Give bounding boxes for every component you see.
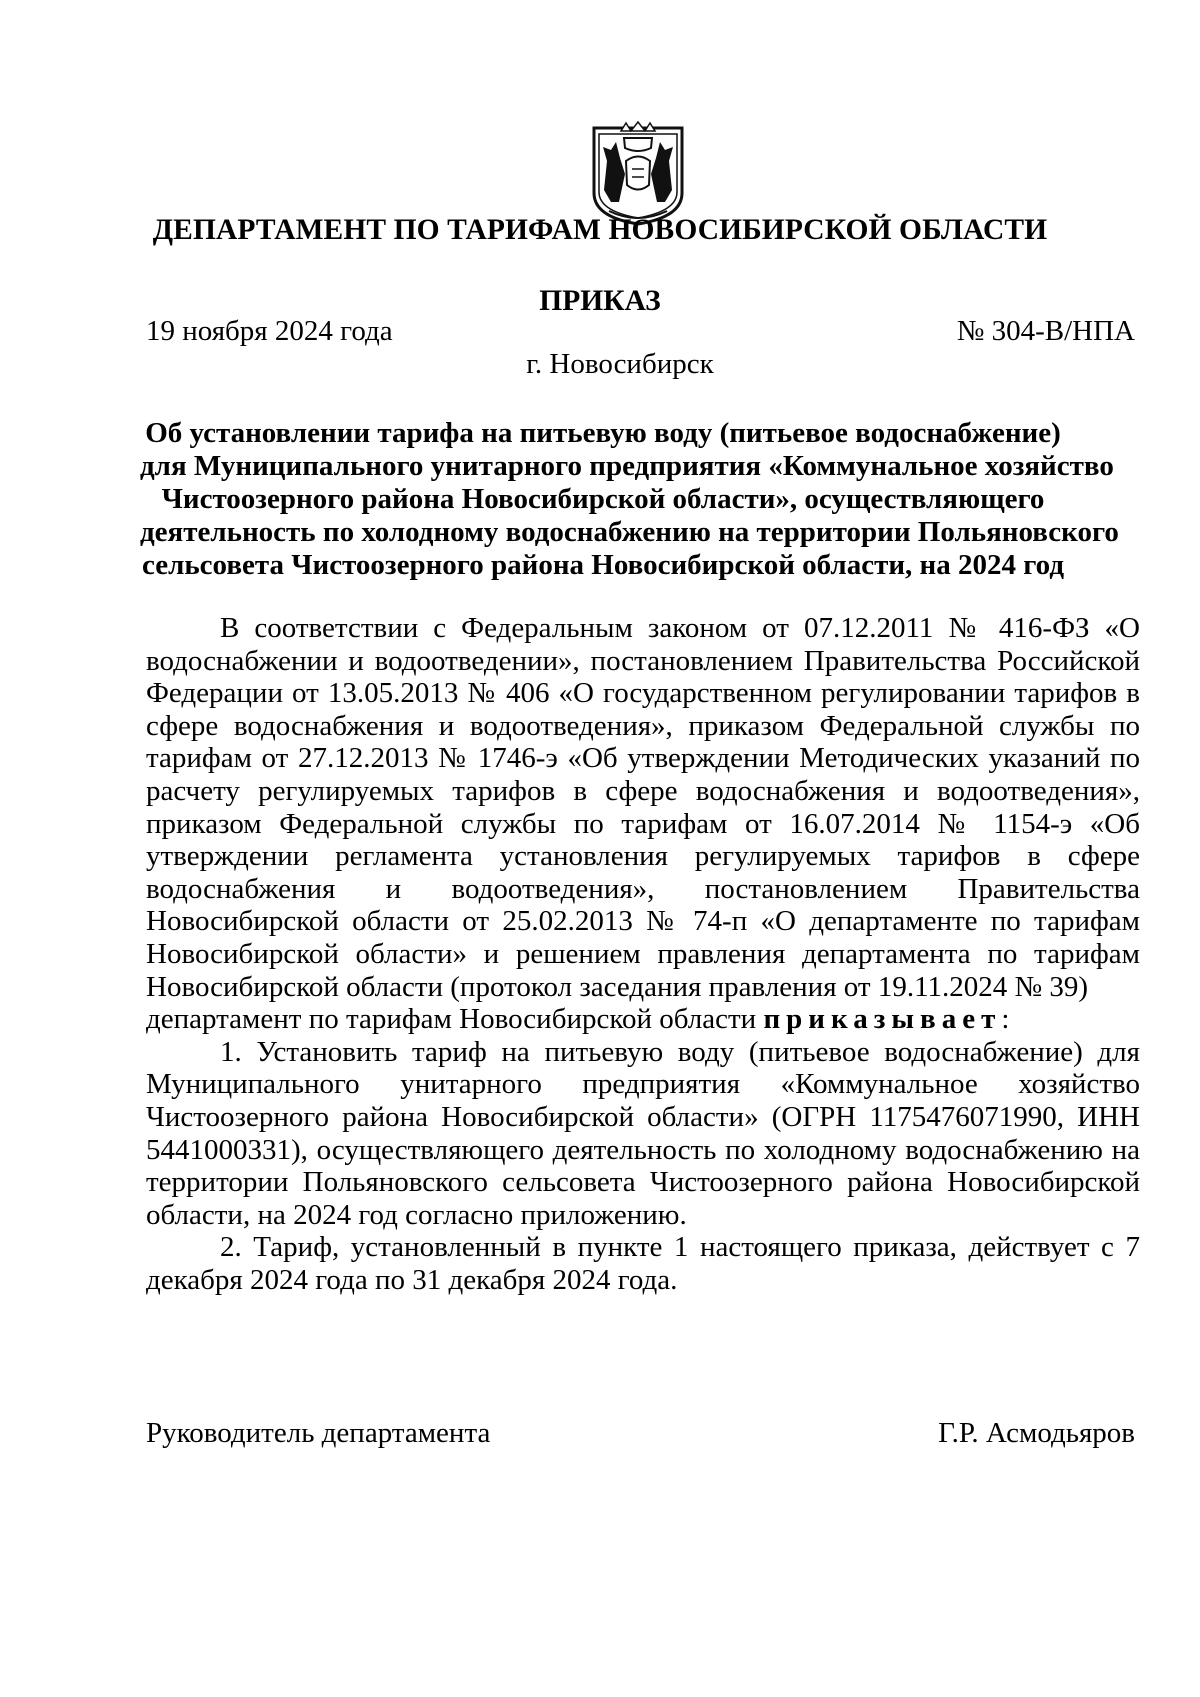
signature-name: Г.Р. Асмодьяров <box>938 1417 1135 1449</box>
document-kind: ПРИКАЗ <box>539 285 661 317</box>
title-line: деятельность по холодному водоснабжению на территории Польяновского <box>140 516 1119 548</box>
document-title <box>140 417 1119 582</box>
order-item-1: 1. Установить тариф на питьевую воду (питьевое водоснабжение) для Муниципального унитарного предприятия «Коммунальное хозяйство Чистоозерного района Новосибирской области» (ОГРН 1175476071990, ИНН 5441000331), осуществляющего деятельность по холодному водоснабжению на территории Польяновского сельсовета Чистоозерного района Новосибирской области, на 2024 год согласно приложению. <box>146 1035 1140 1231</box>
order-item-2: 2. Тариф, установленный в пункте 1 настоящего приказа, действует с 7 декабря 2024 года по 31 декабря 2024 года. <box>146 1231 1140 1296</box>
coat-of-arms-icon <box>591 114 685 226</box>
order-verb: приказывает <box>763 1003 1002 1036</box>
order-intro: департамент по тарифам Новосибирской области <box>146 1003 757 1036</box>
order-paragraph <box>146 1003 1140 1036</box>
document-date: 19 ноября 2024 года <box>146 315 393 347</box>
document-body <box>146 612 1140 1296</box>
document-city: г. Новосибирск <box>526 348 714 380</box>
signature-position: Руководитель департамента <box>146 1417 491 1449</box>
title-line: Об установлении тарифа на питьевую воду (питьевое водоснабжение) <box>145 417 1061 449</box>
preamble-paragraph: В соответствии с Федеральным законом от 07.12.2011 № 416-ФЗ «О водоснабжении и водоотведении», постановлением Правительства Российской Федерации от 13.05.2013 № 406 «О государственном регулировании тарифов в сфере водоснабжения и водоотведения», приказом Федеральной службы по тарифам от 27.12.2013 № 1746-э «Об утверждении Методических указаний по расчету регулируемых тарифов в сфере водоснабжения и водоотведения», приказом Федеральной службы по тарифам от 16.07.2014 № 1154-э «Об утверждении регламента установления регулируемых тарифов в сфере водоснабжения и водоотведения», постановлением Правительства Новосибирской области от 25.02.2013 № 74-п «О департаменте по тарифам Новосибирской области» и решением правления департамента по тарифам Новосибирской области (протокол заседания правления от 19.11.2024 № 39) <box>146 612 1140 1003</box>
title-line: сельсовета Чистоозерного района Новосибирской области, на 2024 год <box>141 549 1065 581</box>
title-line: Чистоозерного района Новосибирской области», осуществляющего <box>161 483 1045 515</box>
department-name: ДЕПАРТАМЕНТ ПО ТАРИФАМ НОВОСИБИРСКОЙ ОБЛАСТИ <box>152 214 1048 246</box>
title-line: для Муниципального унитарного предприятия «Коммунальное хозяйство <box>140 450 1114 482</box>
document-number: № 304-В/НПА <box>956 315 1135 347</box>
order-colon: : <box>1001 1003 1010 1036</box>
